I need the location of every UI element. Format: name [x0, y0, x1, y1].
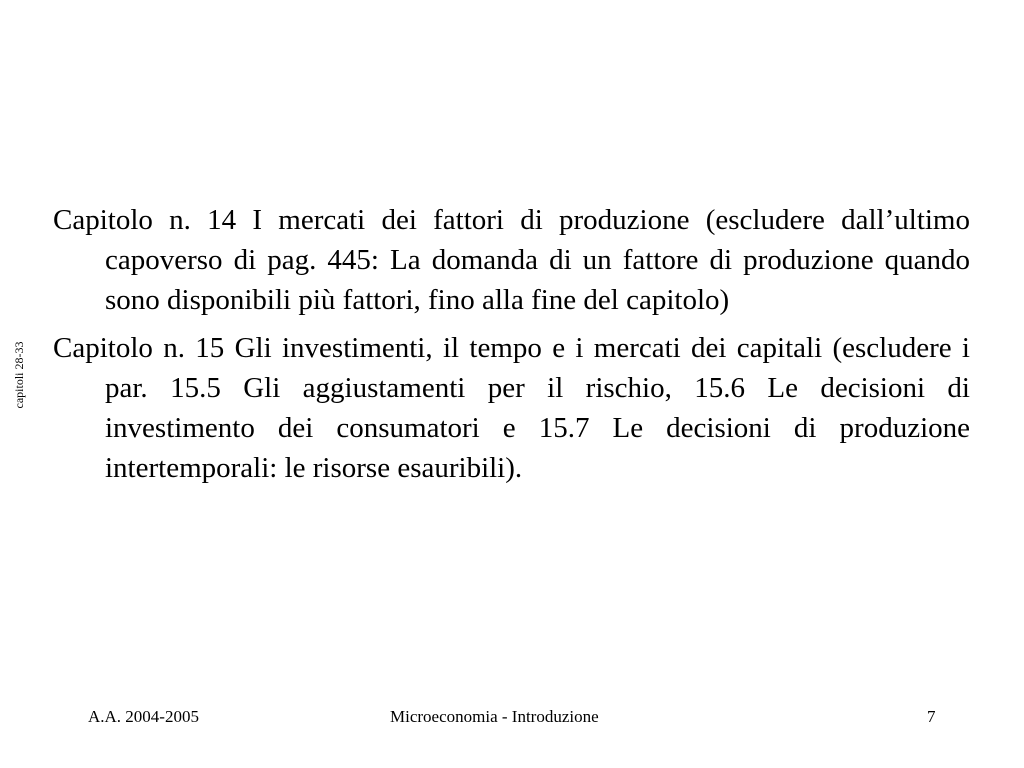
footer-page-number: 7	[927, 707, 936, 726]
footer-course-title: Microeconomia - Introduzione	[390, 707, 599, 726]
paragraph-chapter-14: Capitolo n. 14 I mercati dei fattori di produzione (escludere dall’ultimo capoverso di pag. 445: La domanda di un fattore di produzione quando sono disponibili più fattori, fino alla fine del capitolo)	[53, 204, 970, 316]
paragraph-chapter-15: Capitolo n. 15 Gli investimenti, il tempo e i mercati dei capitali (escludere i par. 15.5 Gli aggiustamenti per il rischio, 15.6 Le decisioni di investimento dei consumatori e 15.7 Le decisioni di produzione intertemporali: le risorse esauribili).	[53, 332, 970, 484]
slide-body	[53, 200, 970, 496]
side-label: capitoli 28-33	[12, 341, 26, 409]
footer-academic-year: A.A. 2004-2005	[88, 707, 199, 726]
